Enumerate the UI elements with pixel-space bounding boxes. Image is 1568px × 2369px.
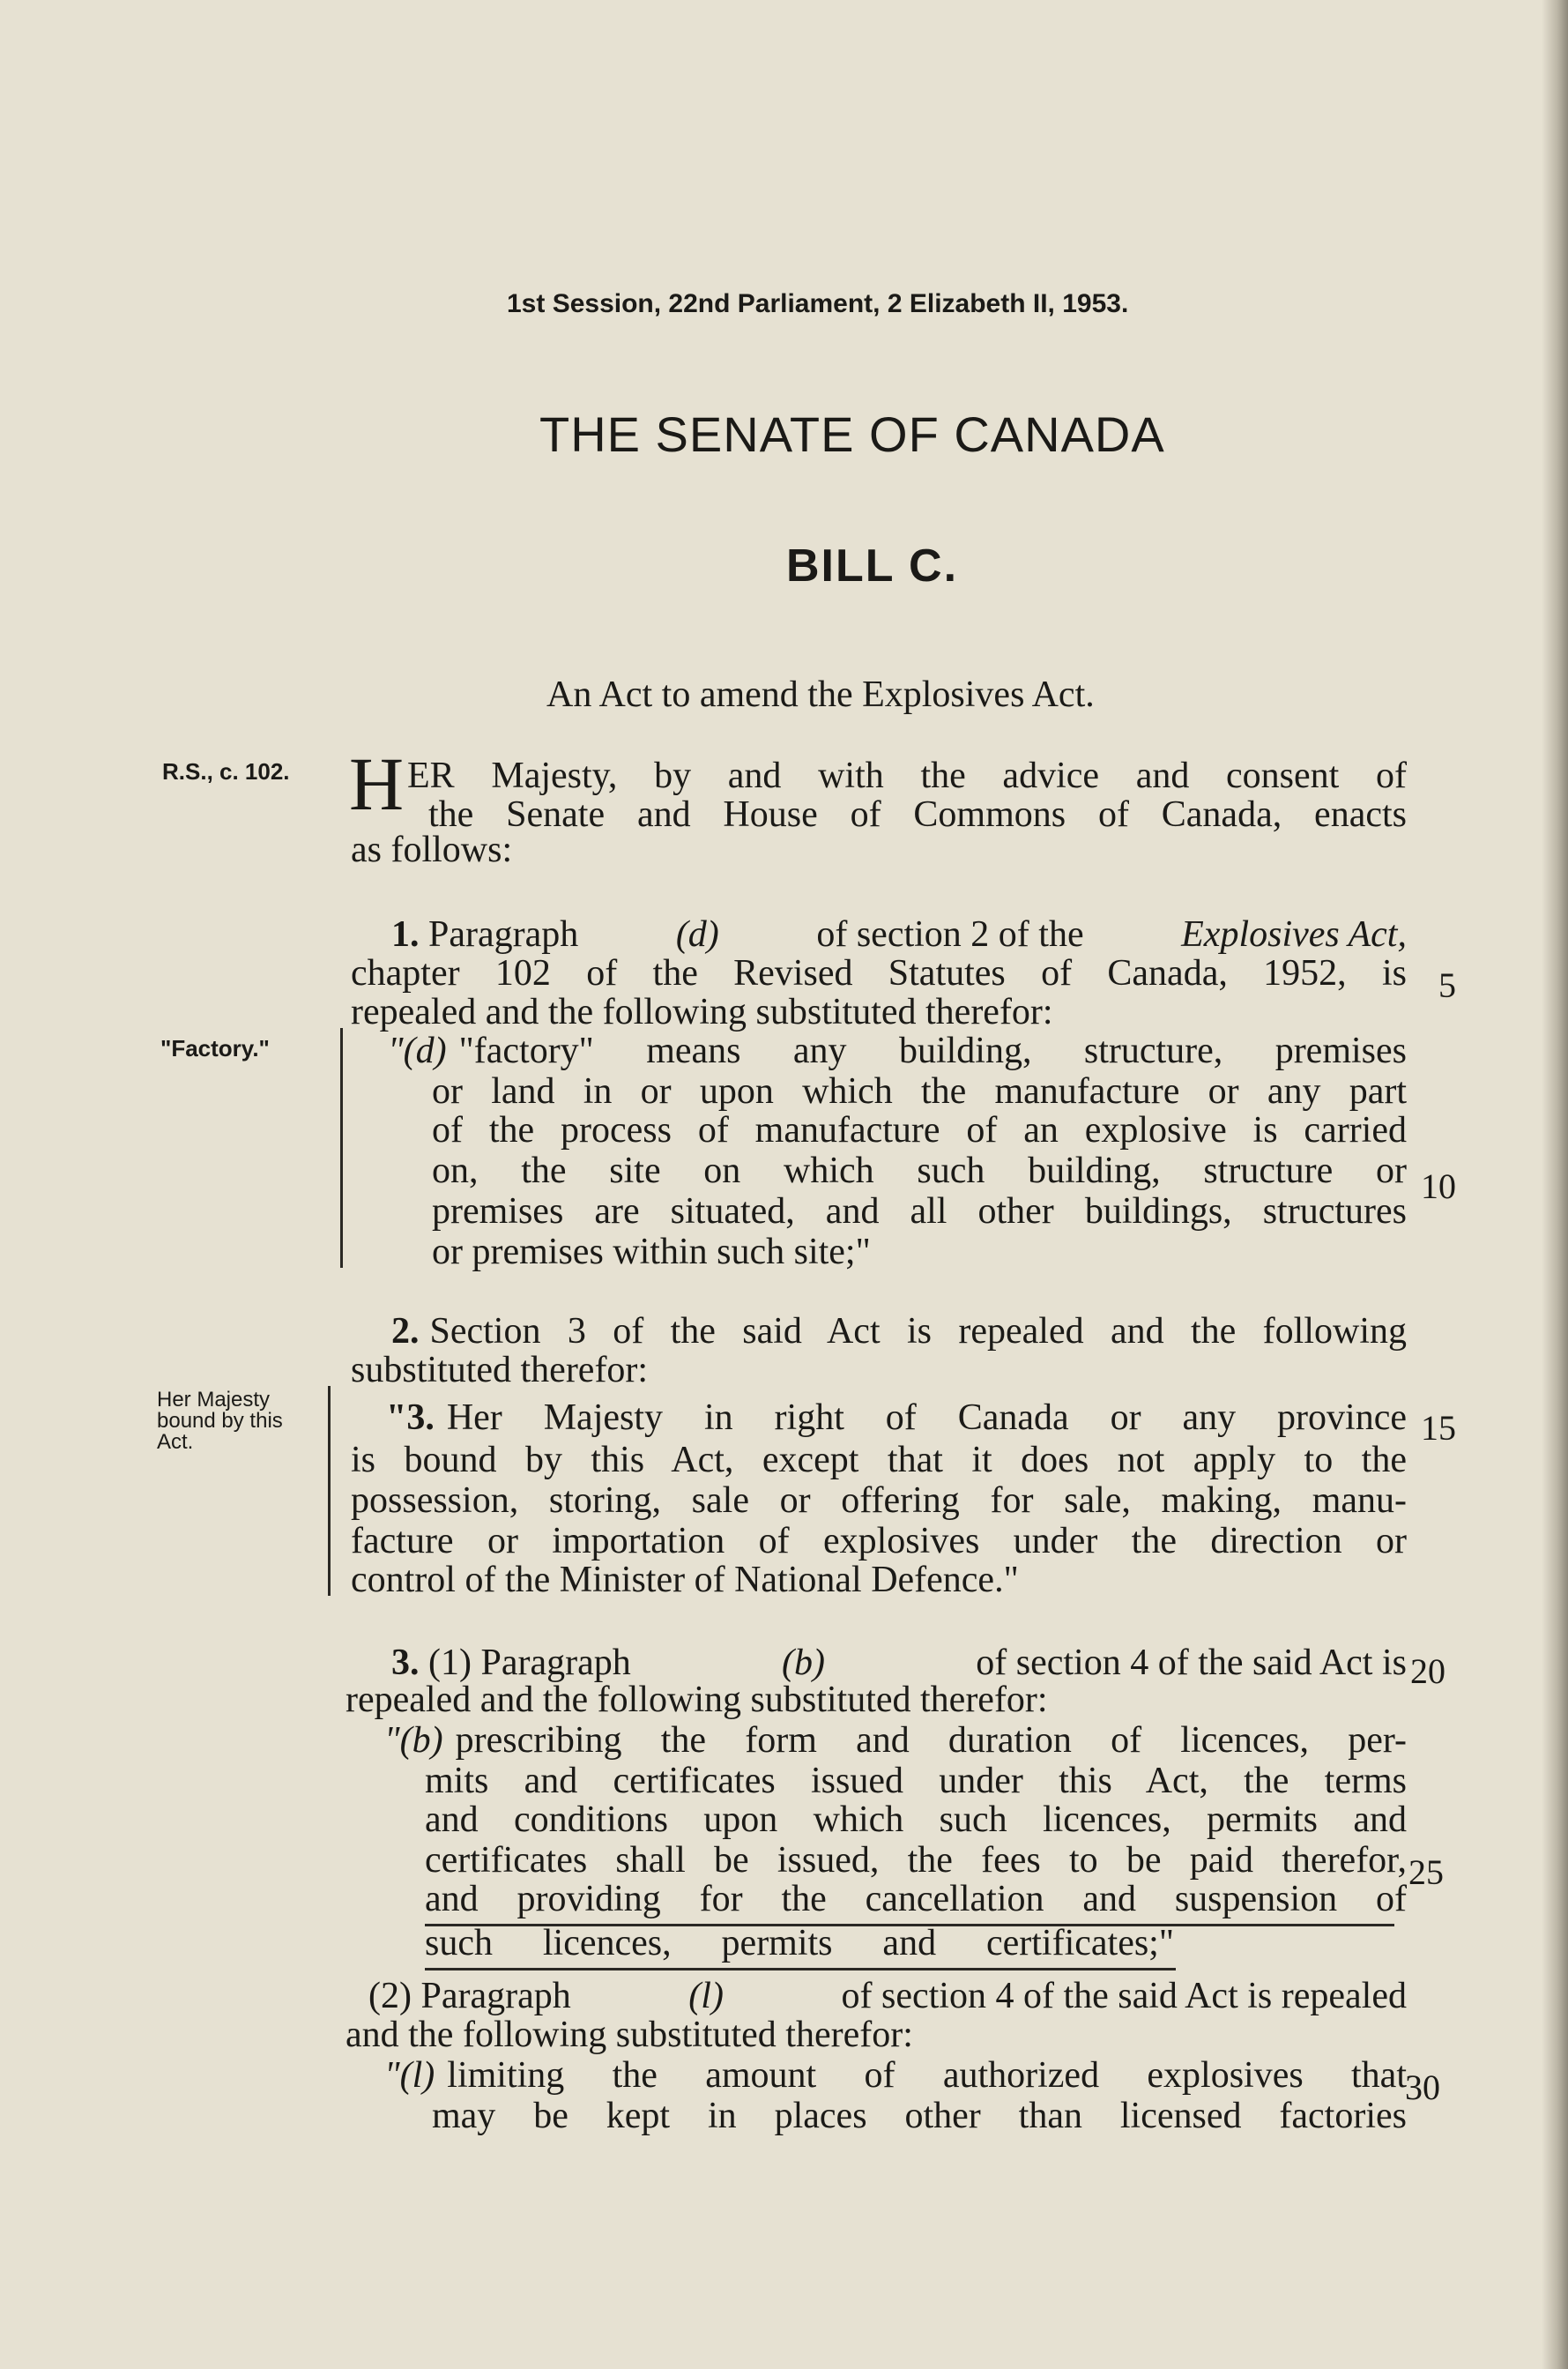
section3-sub2-text-c: of section 4 of the said Act is repealed	[841, 1976, 1407, 2016]
amendment-sideline-2	[328, 1386, 331, 1596]
section3-b-line-5	[425, 1878, 1407, 1920]
section1-quote-line-2	[432, 1070, 1407, 1113]
section1-number: 1.	[391, 914, 420, 955]
section1-quote-line-3	[432, 1109, 1407, 1151]
section2-quote-line-4	[351, 1520, 1407, 1562]
section3-text-1b: (b)	[782, 1643, 825, 1683]
section3-b-text-3: and conditions upon which such licences, permits and	[425, 1799, 1407, 1840]
section1-text-1b: (d)	[675, 914, 719, 955]
session-line: 1st Session, 22nd Parliament, 2 Elizabeth II, 1953.	[507, 289, 1129, 318]
act-title: An Act to amend the Explosives Act.	[546, 674, 1095, 715]
section1-quote-mark: "(d)	[388, 1031, 447, 1071]
page-edge-shadow	[1542, 0, 1568, 2369]
margin-note-rs: R.S., c. 102.	[162, 758, 290, 785]
section3-l-text-1: limiting the amount of authorized explosives that	[447, 2055, 1407, 2096]
section2-quote-text-4: facture or importation of explosives under the direction or	[351, 1521, 1407, 1561]
line-number-15: 15	[1421, 1408, 1456, 1448]
section3-l-line-1	[384, 2054, 1407, 2097]
section1-text-1a: Paragraph	[428, 914, 579, 955]
section1-quote-text-3: of the process of manufacture of an explosive is carried	[432, 1110, 1407, 1151]
bill-title: BILL C.	[786, 540, 959, 592]
line-number-25: 25	[1408, 1852, 1444, 1892]
enacting-line-1	[407, 755, 1407, 797]
margin-note-her-majesty-3: Act.	[157, 1430, 194, 1454]
section2-quote-text-3: possession, storing, sale or offering for sale, making, manu-	[351, 1480, 1407, 1521]
section2-line-1	[391, 1310, 1407, 1352]
section1-quote-line-5	[432, 1190, 1407, 1233]
enacting-text-1: ER Majesty, by and with the advice and consent of	[407, 756, 1407, 796]
section1-quote-text-2: or land in or upon which the manufacture or any part	[432, 1071, 1407, 1112]
section3-b-text-4: certificates shall be issued, the fees to be paid therefor,	[425, 1840, 1407, 1881]
section3-b-text-5: and providing for the cancellation and suspension of	[425, 1879, 1407, 1919]
section3-sub2-line-1	[368, 1975, 1407, 2017]
section2-quote-line-2	[351, 1439, 1407, 1481]
section1-line-2	[351, 952, 1407, 995]
section3-line-1	[391, 1642, 1407, 1684]
section2-quote-line-1	[386, 1397, 1407, 1439]
section1-quote-line-1	[388, 1030, 1407, 1072]
section2-quote-number: "3.	[386, 1397, 435, 1438]
section3-sub2-text-a: (2) Paragraph	[368, 1976, 571, 2016]
section1-text-1d: Explosives Act,	[1181, 914, 1407, 955]
section3-quote-b: "(b)	[384, 1720, 443, 1761]
section1-quote-text-5: premises are situated, and all other buildings, structures	[432, 1191, 1407, 1232]
section3-b-line-4	[425, 1839, 1407, 1881]
margin-note-her-majesty-1: Her Majesty	[157, 1388, 271, 1412]
section3-quote-l: "(l)	[384, 2055, 435, 2096]
section3-line-2: repealed and the following substituted therefor:	[346, 1680, 1048, 1720]
section3-number: 3.	[391, 1643, 420, 1683]
section2-quote-text-1: Her Majesty in right of Canada or any province	[446, 1397, 1407, 1438]
enacting-line-3: as follows:	[351, 830, 513, 870]
section3-b-line-2	[425, 1760, 1407, 1802]
section1-line-3: repealed and the following substituted therefor:	[351, 992, 1053, 1032]
section1-quote-text-4: on, the site on which such building, structure or	[432, 1151, 1407, 1191]
section1-quote-line-4	[432, 1150, 1407, 1192]
section2-number: 2.	[391, 1311, 420, 1352]
section2-quote-line-5: control of the Minister of National Defence."	[351, 1560, 1019, 1600]
section3-b-text-2: mits and certificates issued under this Act, the terms	[425, 1761, 1407, 1801]
line-number-30: 30	[1405, 2067, 1440, 2107]
amendment-sideline-1	[340, 1028, 343, 1268]
section1-text-1c: of section 2 of the	[816, 914, 1084, 955]
section3-sub2-text-b: (l)	[688, 1976, 724, 2016]
section1-text-2: chapter 102 of the Revised Statutes of Canada, 1952, is	[351, 953, 1407, 994]
section1-line-1	[391, 913, 1407, 956]
section2-line-2: substituted therefor:	[351, 1350, 649, 1390]
section2-text-1: Section 3 of the said Act is repealed and the following	[429, 1311, 1407, 1352]
section3-text-1c: of section 4 of the said Act is	[976, 1643, 1407, 1683]
section3-b-text-1: prescribing the form and duration of licences, per-	[455, 1720, 1407, 1761]
section1-quote-text-1: "factory" means any building, structure, premises	[458, 1031, 1407, 1071]
section2-quote-line-3	[351, 1479, 1407, 1522]
house-title: THE SENATE OF CANADA	[539, 406, 1165, 462]
enacting-line-2	[428, 793, 1407, 836]
section1-quote-line-6: or premises within such site;"	[432, 1232, 871, 1272]
underline-2	[425, 1968, 1176, 1970]
enacting-text-2: the Senate and House of Commons of Canada, enacts	[428, 794, 1407, 835]
margin-note-her-majesty-2: bound by this	[157, 1409, 283, 1433]
section3-text-1a: (1) Paragraph	[428, 1643, 631, 1683]
line-number-10: 10	[1421, 1166, 1456, 1206]
section2-quote-text-2: is bound by this Act, except that it does not apply to the	[351, 1440, 1407, 1480]
section3-b-line-6	[425, 1922, 1174, 1964]
section3-l-line-2	[432, 2095, 1407, 2137]
line-number-5: 5	[1438, 965, 1456, 1005]
section3-b-text-6: such licences, permits and certificates;"	[425, 1923, 1174, 1963]
section3-sub2-line-2: and the following substituted therefor:	[346, 2015, 913, 2055]
section3-b-line-1	[384, 1719, 1407, 1762]
drop-cap: H	[349, 741, 405, 826]
line-number-20: 20	[1410, 1651, 1445, 1691]
margin-note-factory: "Factory."	[160, 1035, 270, 1062]
section3-l-text-2: may be kept in places other than licensed factories	[432, 2096, 1407, 2136]
section3-b-line-3	[425, 1799, 1407, 1841]
